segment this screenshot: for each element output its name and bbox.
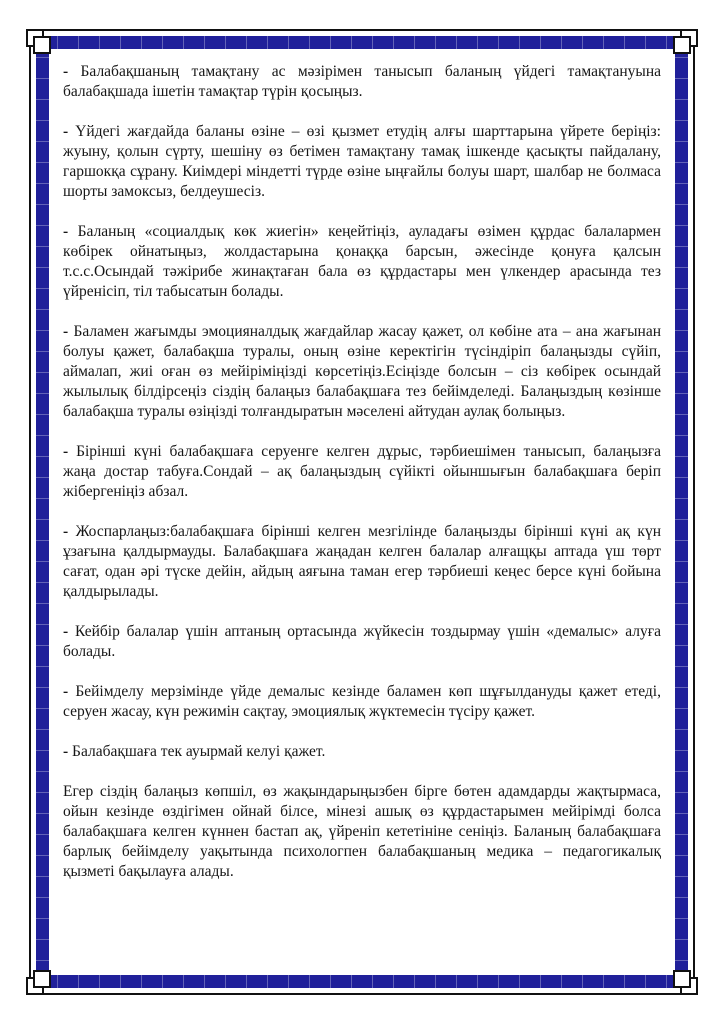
corner-ornament-icon: [680, 977, 698, 995]
corner-ornament-icon: [673, 970, 691, 988]
page-border-band-right: [675, 36, 688, 988]
paragraph-lead-dash: -: [63, 623, 75, 640]
paragraph-lead-dash: -: [63, 523, 76, 540]
paragraph-lead-dash: -: [63, 63, 81, 80]
page-border-band-left: [36, 36, 49, 988]
corner-ornament-icon: [26, 29, 44, 47]
paragraph: Егер сіздің балаңыз көпшіл, өз жақындарыңызбен бірге бөтен адамдарды жақтырмаса, ойын кезінде өздігімен ойнай білсе, мінезі ашық өз құрдастарымен мейірімді болса балабақшаға келген күннен бастап ақ, үйреніп кететініне сеніңіз. Баланың балабақшаға барлық бейімделу уақытында психологпен балабақшаның медика – педагогикалық қызметі бақылауға алады.: [63, 783, 661, 880]
corner-ornament-icon: [26, 977, 44, 995]
page-border-band-top: [36, 36, 688, 49]
corner-ornament-icon: [33, 970, 51, 988]
paragraph: - Баламен жағымды эмоцияналдық жағдайлар жасау қажет, ол көбіне ата – ана жағынан болуы қажет, балабақша туралы, оның өзіне керектігін түсіндіріп балаңызды сүйіп, аймалап, жиі оған өз мейіріміңізді көрсетіңіз.Есіңізде болсын – сіз көбірек осындай жылылық білдірсеңіз сіздің балаңыз балабақшаға тез бейімделеді. Балаңыздың көзінше балабақша туралы өзіңізді толғандыратын мәселені айтудан аулақ болыңыз.: [63, 323, 662, 420]
paragraph: - Жоспарлаңыз:балабақшаға бірінші келген мезгілінде балаңызды бірінші күні ақ күн ұзағына қалдырмауды. Балабақшаға жаңадан келген балалар алғащқы аптада үш төрт сағат, одан әрі түске дейін, айдың аяғына таман егер тәрбиеші кеңес берсе күні бойына қалдырылады.: [63, 523, 661, 600]
paragraph-list: [50, 50, 674, 974]
paragraph: - Баланың «социалдық көк жиегін» кеңейтіңіз, ауладағы өзімен құрдас балалармен көбірек ойнатыңыз, жолдастарына қонаққа барсын, әжесінде қонуға қалсын т.с.с.Осындай тәжірибе жинақтаған бала өз құрдастары мен үлкендер арасында тез үйренісіп, тіл табысатын болады.: [63, 223, 661, 300]
corner-ornament-icon: [680, 29, 698, 47]
paragraph-lead-dash: -: [63, 323, 74, 340]
paragraph: - Бірінші күні балабақшаға серуенге келген дұрыс, тәрбиешімен танысып, балаңызға жаңа достар табуға.Сондай – ақ балаңыздың сүйікті ойыншығын балабақшаға беріп жібергеніңіз абзал.: [63, 443, 661, 500]
paragraph-lead-dash: -: [63, 223, 78, 240]
paragraph: - Балабақшаға тек ауырмай келуі қажет.: [63, 743, 326, 760]
corner-ornament-icon: [673, 36, 691, 54]
page-border-band-bottom: [36, 975, 688, 988]
paragraph: - Балабақшаның тамақтану ас мәзірімен танысып баланың үйдегі тамақтануына балабақшада ішетін тамақтар түрін қосыңыз.: [63, 63, 661, 100]
paragraph: - Кейбір балалар үшін аптаның ортасында жүйкесін тоздырмау үшін «демалыс» алуға болады.: [63, 623, 661, 660]
paragraph-lead-dash: -: [63, 443, 77, 460]
corner-ornament-icon: [33, 36, 51, 54]
paragraph-lead-dash: -: [63, 743, 73, 760]
paragraph-lead-dash: -: [63, 123, 76, 140]
paragraph: - Үйдегі жағдайда баланы өзіне – өзі қызмет етудің алғы шарттарына үйрете беріңіз: жуыну, қолын сүрту, шешіну өз бетімен тамақтану тамақ ішкенде қасықты пайдалану, гаршокқа сұрану. Киімдері міндетті түрде өзіне ыңғайлы болуы шарт, шалбар не болмаса шорты замоксыз, белдеушесіз.: [63, 123, 661, 200]
paragraph-lead-dash: -: [63, 683, 76, 700]
paragraph: - Бейімделу мерзімінде үйде демалыс кезінде баламен көп шұғылдануды қажет етеді, серуен жасау, күн режимін сақтау, эмоциялық жүктемесін түсіру қажет.: [63, 683, 661, 720]
